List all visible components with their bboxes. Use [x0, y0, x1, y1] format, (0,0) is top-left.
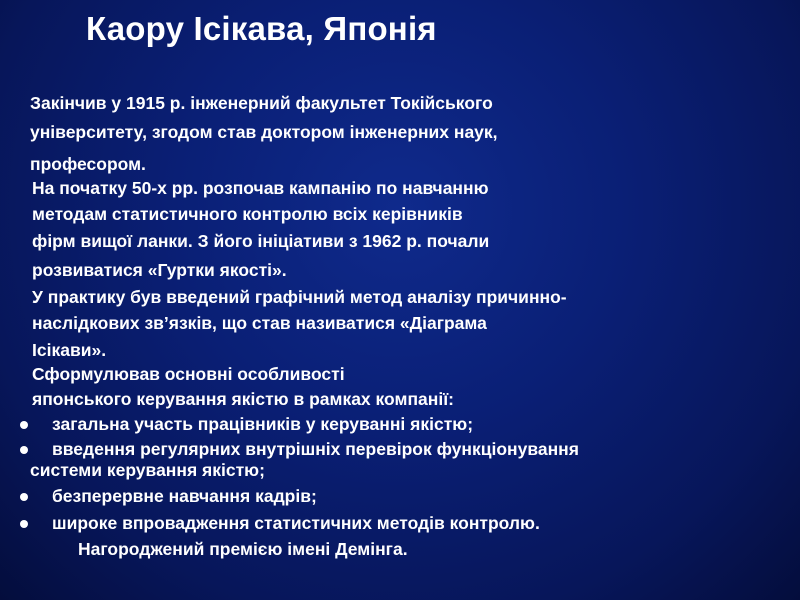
- para3-line-2: наслідкових зв’язків, що став називатися «Діаграма: [32, 313, 487, 333]
- bullet-dot-1: [20, 421, 28, 429]
- para4-line-1: Сформулював основні особливості: [32, 364, 345, 384]
- para1-line-1: Закінчив у 1915 р. інженерний факультет Токійського: [30, 93, 493, 113]
- bullet-item-2-continued: системи керування якістю;: [30, 460, 265, 480]
- para2-line-4: розвиватися «Гуртки якості».: [32, 260, 287, 280]
- para2-line-3: фірм вищої ланки. З його ініціативи з 1962 р. почали: [32, 231, 490, 251]
- para4-line-2: японського керування якістю в рамках компанії:: [32, 389, 454, 409]
- bullet-item-4: широке впровадження статистичних методів контролю.: [52, 513, 540, 533]
- bullet-dot-3: [20, 493, 28, 501]
- bullet-item-3: безперервне навчання кадрів;: [52, 486, 317, 506]
- para1-line-2: університету, згодом став доктором інженерних наук,: [30, 122, 498, 142]
- para2-line-2: методам статистичного контролю всіх керівників: [32, 204, 463, 224]
- bullet-dot-4: [20, 520, 28, 528]
- para1-line-3: професором.: [30, 154, 146, 174]
- slide-title: Каору Ісікава, Японія: [86, 10, 437, 47]
- bullet-item-1: загальна участь працівників у керуванні якістю;: [52, 414, 474, 434]
- para3-line-1: У практику був введений графічний метод аналізу причинно-: [32, 287, 567, 307]
- bullet-item-2: введення регулярних внутрішніх перевірок функціонування: [52, 439, 579, 459]
- award-line: Нагороджений премією імені Демінга.: [78, 539, 408, 559]
- bullet-dot-2: [20, 446, 28, 454]
- para3-line-3: Ісікави».: [32, 340, 107, 360]
- para2-line-1: На початку 50-х рр. розпочав кампанію по навчанню: [32, 178, 489, 198]
